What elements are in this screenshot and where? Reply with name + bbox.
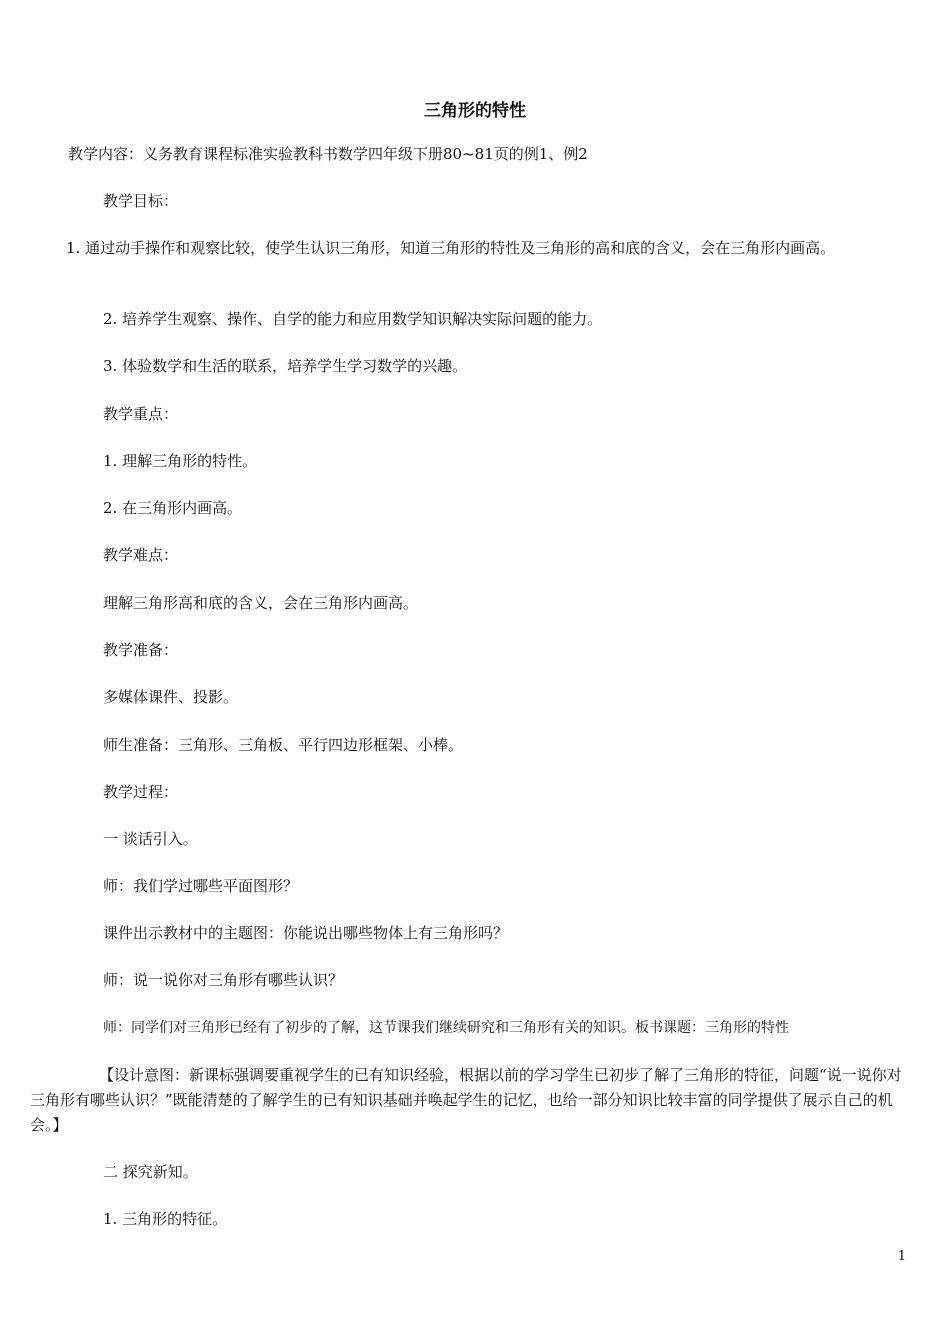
teaching-content-line: 教学内容：义务教育课程标准实验教科书数学四年级下册80~81页的例1、例2 — [68, 145, 588, 163]
teacher-student-preparation: 师生准备：三角形、三角板、平行四边形框架、小棒。 — [103, 736, 464, 754]
process-heading: 教学过程： — [103, 783, 179, 801]
difficulty-heading: 教学难点： — [103, 546, 179, 564]
document-title: 三角形的特性 — [424, 101, 526, 121]
key-point-1: 1. 理解三角形的特性。 — [103, 452, 258, 470]
key-points-heading: 教学重点： — [103, 405, 179, 423]
objective-2: 2. 培养学生观察、操作、自学的能力和应用数学知识解决实际问题的能力。 — [103, 310, 603, 328]
teacher-question-2: 师：说一说你对三角形有哪些认识？ — [103, 971, 344, 989]
page-number: 1 — [897, 1249, 906, 1264]
section-1-heading: 一 谈话引入。 — [103, 830, 198, 848]
subsection-1-heading: 1. 三角形的特征。 — [103, 1210, 228, 1228]
key-point-2: 2. 在三角形内画高。 — [103, 499, 243, 517]
preparation-text: 多媒体课件、投影。 — [103, 688, 239, 706]
teacher-question-1: 师：我们学过哪些平面图形？ — [103, 877, 299, 895]
courseware-question: 课件出示教材中的主题图：你能说出哪些物体上有三角形吗？ — [103, 924, 509, 942]
objective-3: 3. 体验数学和生活的联系，培养学生学习数学的兴趣。 — [103, 357, 468, 375]
difficulty-text: 理解三角形高和底的含义，会在三角形内画高。 — [103, 594, 419, 612]
objectives-heading: 教学目标： — [103, 192, 179, 210]
teacher-statement: 师：同学们对三角形已经有了初步的了解，这节课我们继续研究和三角形有关的知识。板书课题：三角形的特性 — [103, 1020, 789, 1036]
preparation-heading: 教学准备： — [103, 641, 179, 659]
section-2-heading: 二 探究新知。 — [103, 1163, 198, 1181]
design-intent-note: 【设计意图：新课标强调要重视学生的已有知识经验，根据以前的学习学生已初步了解了三角形的特征，问题“说一说你对三角形有哪些认识？”既能清楚的了解学生的已有知识基础并唤起学生的记忆，也给一部分知识比较丰富的同学提供了展示自己的机会。】 — [30, 1066, 902, 1134]
objective-1: 1. 通过动手操作和观察比较，使学生认识三角形，知道三角形的特性及三角形的高和底的含义，会在三角形内画高。 — [66, 239, 836, 257]
